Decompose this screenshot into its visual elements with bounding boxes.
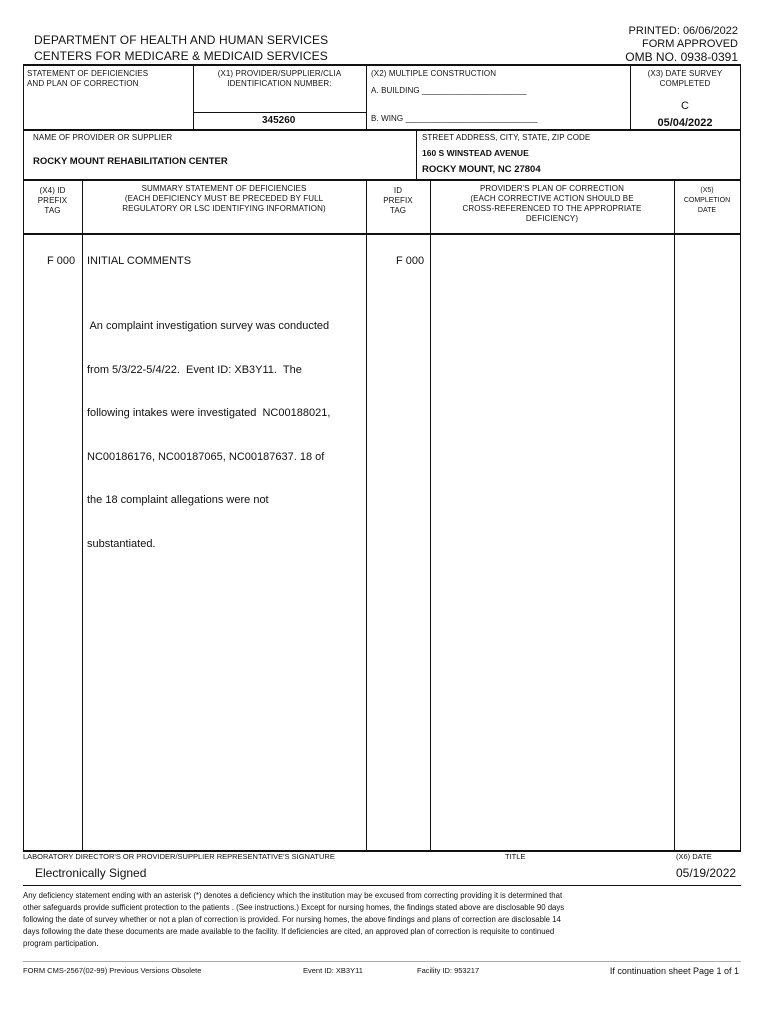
x3-label: (X3) DATE SURVEY COMPLETED <box>647 69 723 88</box>
summary-column-header: SUMMARY STATEMENT OF DEFICIENCIES (EACH DEFICIENCY MUST BE PRECEDED BY FULL REGULATORY OR LSC IDENTIFYING INFORMATION) <box>122 184 326 213</box>
x5-column-header: (X5) COMPLETION DATE <box>683 187 731 214</box>
omb-number: OMB NO. 0938-0391 <box>625 50 738 64</box>
initial-comments-heading: INITIAL COMMENTS <box>87 255 192 267</box>
event-id: Event ID: XB3Y11 <box>303 966 363 975</box>
page-continuation: If continuation sheet Page 1 of 1 <box>609 966 739 976</box>
x1-label: (X1) PROVIDER/SUPPLIER/CLIA IDENTIFICATION NUMBER: <box>217 69 342 88</box>
disclaimer: Any deficiency statement ending with an asterisk (*) denotes a deficiency which the institution may be excused from correcting providing it is determined that other safeguards provide sufficient protection to the patients . (See instructions.) Except for nursing homes, the findings stated above are disclosable 90 days following the date of survey whether or not a plan of correction is provided. For nursing homes, the above findings and plans of correction are disclosable 14 days following the date these documents are made available to the facility. If deficiencies are cited, an approved plan of correction is requisite to continued program participation. <box>23 891 565 948</box>
building-field: A. BUILDING _______________________ <box>371 86 527 95</box>
x4-column-header: (X4) ID PREFIX TAG <box>37 186 68 215</box>
wing-field: B. WING _____________________________ <box>371 114 538 123</box>
statement-label: STATEMENT OF DEFICIENCIES AND PLAN OF CORRECTION <box>27 69 149 88</box>
facility-id: Facility ID: 953217 <box>417 966 480 975</box>
signature-label: LABORATORY DIRECTOR'S OR PROVIDER/SUPPLIER REPRESENTATIVE'S SIGNATURE <box>23 852 335 861</box>
survey-date: 05/04/2022 <box>657 117 713 129</box>
form-number: FORM CMS-2567(02-99) Previous Versions Obsolete <box>23 966 202 975</box>
provider-id-number: 345260 <box>262 115 296 126</box>
agency-name-line2: CENTERS FOR MEDICARE & MEDICAID SERVICES <box>34 49 328 63</box>
plan-column-header: PROVIDER'S PLAN OF CORRECTION (EACH CORRECTIVE ACTION SHOULD BE CROSS-REFERENCED TO THE APPROPRIATE DEFICIENCY) <box>462 184 642 223</box>
form-approved: FORM APPROVED <box>642 38 738 50</box>
id-prefix-column-header: ID PREFIX TAG <box>383 186 413 215</box>
comment-body: An complaint investigation survey was conducted from 5/3/22-5/4/22. Event ID: XB3Y11. The following intakes were investigated NC00188021, NC00186176, NC00187065, NC00187637. 18 of the 18 complaint allegations were not substantiated. <box>87 320 331 550</box>
survey-code: C <box>681 100 689 112</box>
title-label: TITLE <box>505 852 526 861</box>
provider-name-label: NAME OF PROVIDER OR SUPPLIER <box>33 133 173 142</box>
tag-left: F 000 <box>47 255 76 267</box>
printed-date: PRINTED: 06/06/2022 <box>628 25 738 37</box>
date-label: (X6) DATE <box>676 852 712 861</box>
tag-right: F 000 <box>396 255 425 267</box>
provider-name: ROCKY MOUNT REHABILITATION CENTER <box>33 156 228 167</box>
city-state-zip: ROCKY MOUNT, NC 27804 <box>422 164 541 175</box>
signature-value: Electronically Signed <box>35 866 147 880</box>
signature-date: 05/19/2022 <box>676 866 737 880</box>
street-address: 160 S WINSTEAD AVENUE <box>422 148 529 158</box>
agency-name-line1: DEPARTMENT OF HEALTH AND HUMAN SERVICES <box>34 33 329 47</box>
address-label: STREET ADDRESS, CITY, STATE, ZIP CODE <box>422 133 591 142</box>
x2-label: (X2) MULTIPLE CONSTRUCTION <box>371 69 497 78</box>
